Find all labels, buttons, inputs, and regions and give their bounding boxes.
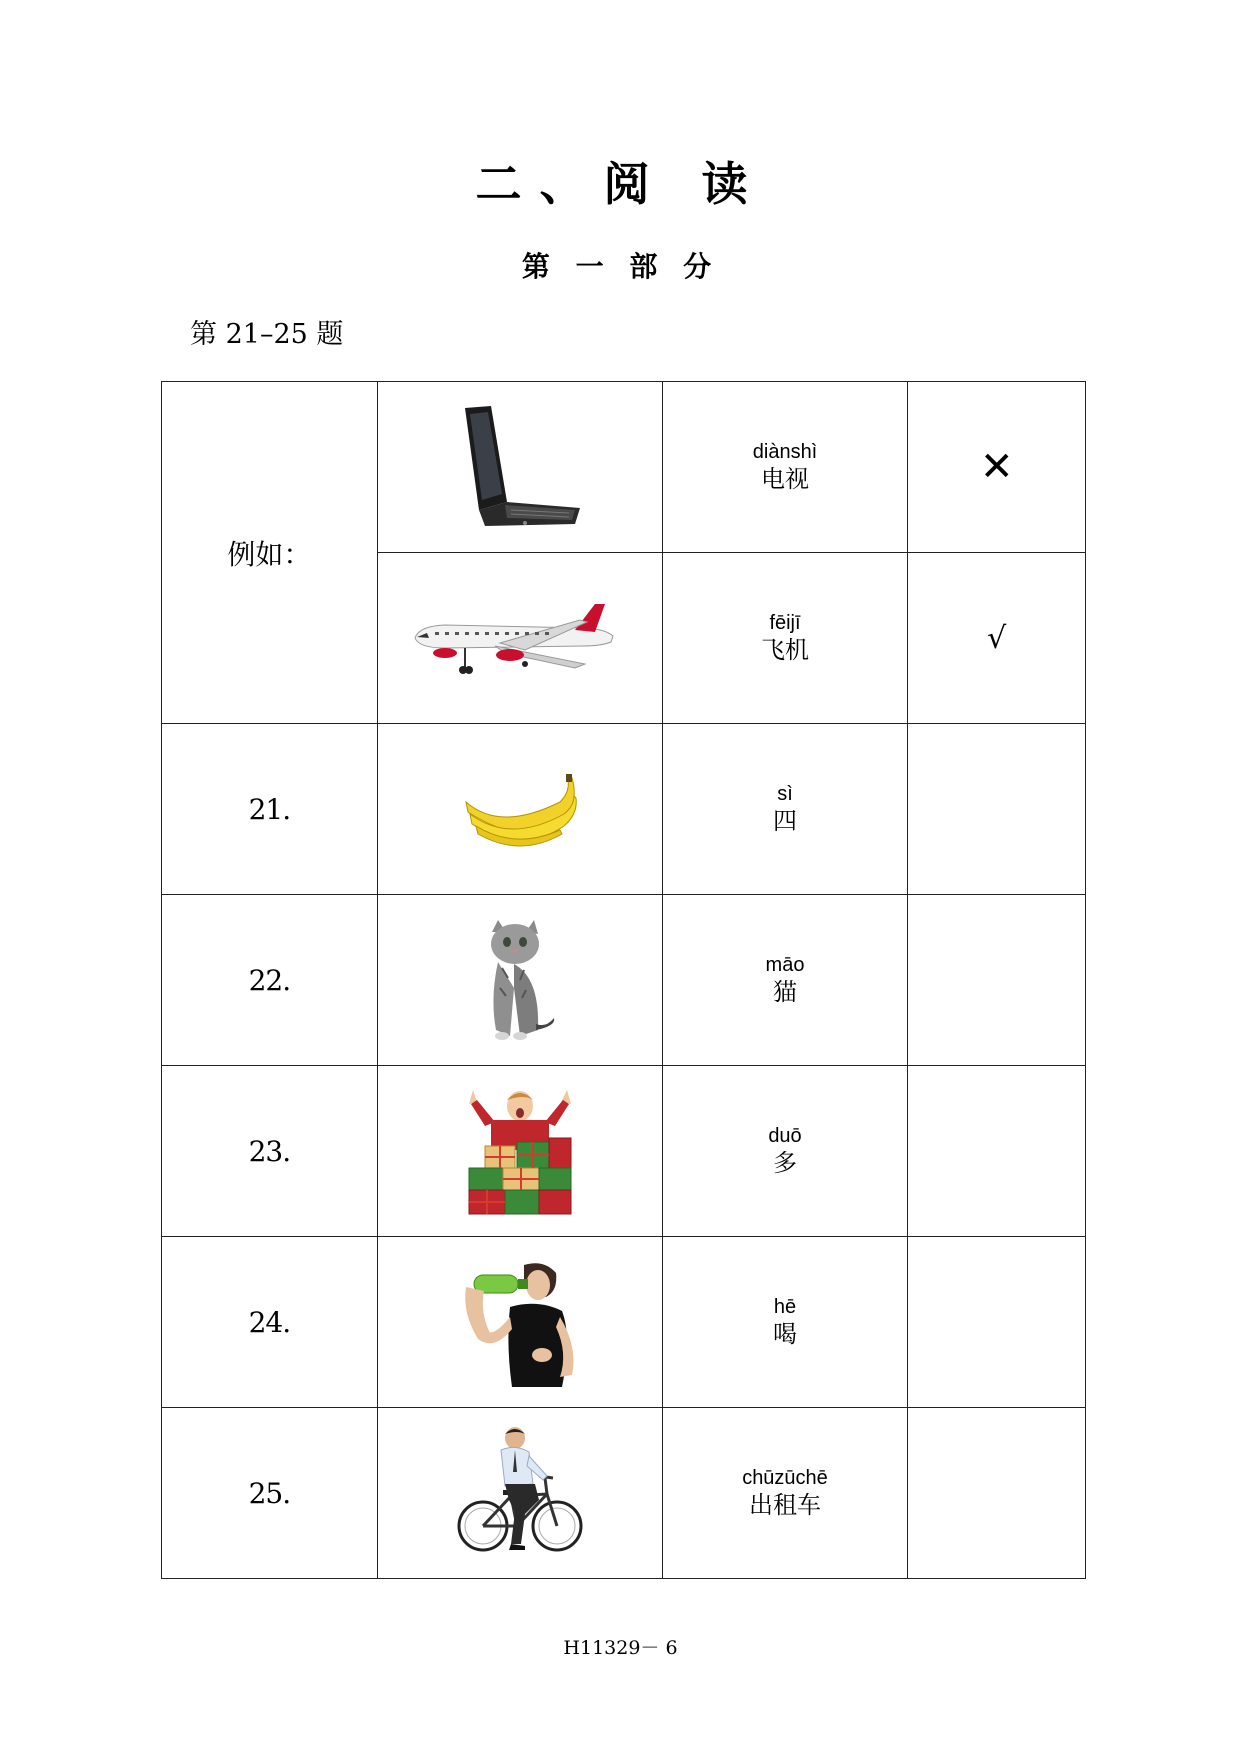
word-cell — [662, 724, 908, 895]
table-row — [162, 724, 1086, 895]
image-cell — [377, 1237, 662, 1408]
hanzi: 电视 — [761, 465, 809, 493]
man-on-bicycle-image — [455, 1426, 585, 1561]
answer-cell — [908, 553, 1086, 724]
pinyin: duō — [768, 1125, 802, 1147]
cross-mark: ✕ — [979, 444, 1014, 490]
question-number: 23. — [248, 1134, 291, 1168]
number-cell — [162, 1237, 378, 1408]
pinyin: diànshì — [752, 441, 818, 463]
kitten-image — [480, 918, 560, 1043]
pinyin: māo — [765, 954, 805, 976]
table-row — [162, 895, 1086, 1066]
image-cell — [377, 382, 662, 553]
question-range: 第 21–25 题 — [190, 319, 344, 350]
table-row — [162, 382, 1086, 553]
pinyin: fēijī — [769, 612, 801, 634]
word-cell — [662, 1237, 908, 1408]
image-cell — [377, 553, 662, 724]
pinyin: sì — [777, 783, 793, 805]
table-row — [162, 1066, 1086, 1237]
number-cell — [162, 895, 378, 1066]
pinyin: chūzūchē — [742, 1467, 828, 1489]
question-number: 21. — [248, 792, 291, 826]
answer-cell[interactable] — [908, 1066, 1086, 1237]
hanzi: 多 — [773, 1149, 797, 1177]
answer-cell[interactable] — [908, 895, 1086, 1066]
page-footer: H11329－ 6 — [563, 1637, 678, 1659]
airplane-image — [405, 598, 635, 678]
answer-cell[interactable] — [908, 1237, 1086, 1408]
answer-cell — [908, 382, 1086, 553]
image-cell — [377, 1408, 662, 1579]
part-title: 第 一 部 分 — [521, 250, 720, 283]
word-cell — [662, 553, 908, 724]
word-cell — [662, 895, 908, 1066]
table-row — [162, 1408, 1086, 1579]
number-cell — [162, 724, 378, 895]
table-row — [162, 1237, 1086, 1408]
number-cell — [162, 1408, 378, 1579]
word-cell — [662, 1066, 908, 1237]
section-title: 二、阅 读 — [475, 157, 766, 211]
image-cell — [377, 724, 662, 895]
person-drinking-image — [460, 1257, 580, 1387]
answer-cell[interactable] — [908, 1408, 1086, 1579]
word-cell — [662, 382, 908, 553]
hanzi: 四 — [773, 807, 797, 835]
boy-with-gifts-image — [465, 1086, 575, 1216]
check-mark: √ — [987, 620, 1007, 656]
laptop-image — [445, 402, 595, 532]
hanzi: 喝 — [773, 1320, 797, 1348]
pinyin: hē — [773, 1296, 797, 1318]
question-number: 22. — [248, 963, 291, 997]
question-table — [161, 381, 1086, 1579]
word-cell — [662, 1408, 908, 1579]
hanzi: 飞机 — [761, 636, 809, 664]
example-label-cell — [162, 382, 378, 724]
image-cell — [377, 895, 662, 1066]
number-cell — [162, 1066, 378, 1237]
hanzi: 猫 — [773, 978, 797, 1006]
image-cell — [377, 1066, 662, 1237]
question-number: 24. — [248, 1305, 291, 1339]
question-number: 25. — [248, 1476, 291, 1510]
answer-cell[interactable] — [908, 724, 1086, 895]
example-label: 例如： — [227, 537, 312, 571]
hanzi: 出租车 — [749, 1491, 821, 1519]
bananas-image — [460, 772, 580, 847]
